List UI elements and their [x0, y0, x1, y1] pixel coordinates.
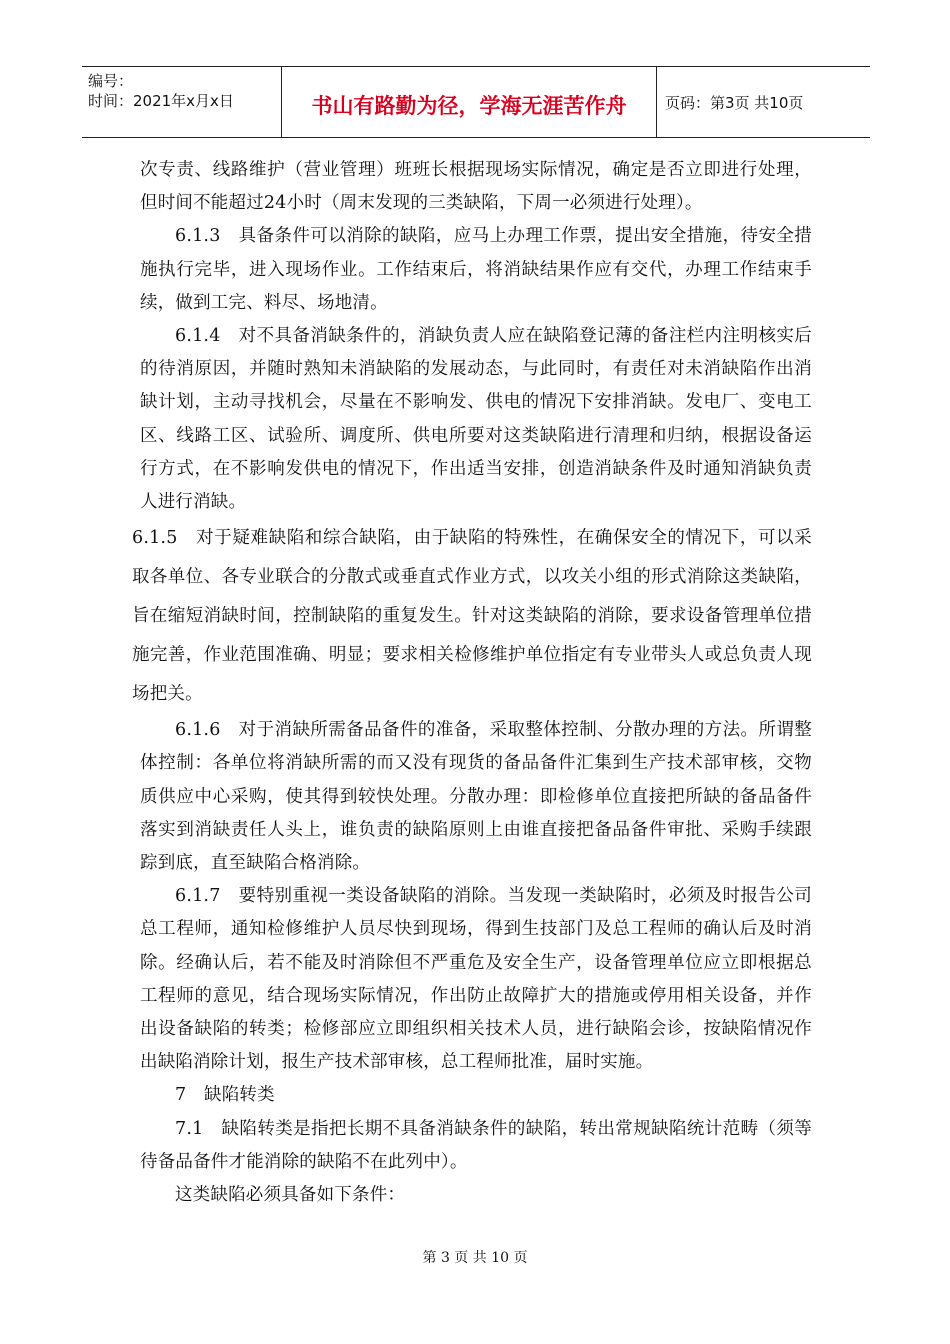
paragraph-6-1-3: 6.1.3 具备条件可以消除的缺陷，应马上办理工作票，提出安全措施，待安全措施执行完毕，进入现场作业。工作结束后，将消缺结果作应有交代，办理工作结束手续，做到工完、料尽、场地清。	[140, 226, 812, 313]
paragraph-6-1-7: 6.1.7 要特别重视一类设备缺陷的消除。当发现一类缺陷时，必须及时报告公司总工程师，通知检修维护人员尽快到现场，得到生技部门及总工程师的确认后及时消除。经确认后，若不能及时消除但不严重危及安全生产，设备管理单位应立即根据总工程师的意见，结合现场实际情况，作出防止故障扩大的措施或停用相关设备，并作出设备缺陷的转类；检修部应立即组织相关技术人员，进行缺陷会诊，按缺陷情况作出缺陷消除计划，报生产技术部审核，总工程师批准，届时实施。	[140, 886, 812, 1073]
page-footer: 第 3 页 共 10 页	[422, 1250, 528, 1266]
header-page-number: 页码：第3页 共10页	[665, 93, 804, 112]
document-date: 时间：2021年x月x日	[88, 92, 234, 110]
document-number: 编号：	[88, 72, 134, 90]
header-motto: 书山有路勤为径，学海无涯苦作舟	[282, 67, 657, 137]
paragraph-6-1-4: 6.1.4 对不具备消缺条件的，消缺负责人应在缺陷登记薄的备注栏内注明核实后的待消原因，并随时熟知未消缺陷的发展动态，与此同时，有责任对未消缺陷作出消缺计划，主动寻找机会，尽量在不影响发、供电的情况下安排消缺。发电厂、变电工区、线路工区、试验所、调度所、供电所要对这类缺陷进行清理和归纳，根据设备运行方式，在不影响发供电的情况下，作出适当安排，创造消缺条件及时通知消缺负责人进行消缺。	[140, 326, 812, 513]
section-heading-7: 7 缺陷转类	[175, 1085, 275, 1106]
paragraph-7-1: 7.1 缺陷转类是指把长期不具备消缺条件的缺陷，转出常规缺陷统计范畴（须等待备品备件才能消除的缺陷不在此列中）。	[140, 1118, 812, 1172]
page-header	[82, 66, 870, 138]
header-meta	[82, 67, 282, 137]
paragraph-6-1-5: 6.1.5 对于疑难缺陷和综合缺陷，由于缺陷的特殊性，在确保安全的情况下，可以采取各单位、各专业联合的分散式或垂直式作业方式，以攻关小组的形式消除这类缺陷，旨在缩短消缺时间，控制缺陷的重复发生。针对这类缺陷的消除，要求设备管理单位措施完善，作业范围准确、明显；要求相关检修维护单位指定有专业带头人或总负责人现场把关。	[132, 528, 812, 705]
paragraph-continuation: 次专责、线路维护（营业管理）班班长根据现场实际情况，确定是否立即进行处理，但时间不能超过24小时（周末发现的三类缺陷，下周一必须进行处理）。	[140, 160, 812, 214]
document-body	[132, 154, 812, 1212]
paragraph-6-1-6: 6.1.6 对于消缺所需备品备件的准备，采取整体控制、分散办理的方法。所谓整体控制：各单位将消缺所需的而又没有现货的备品备件汇集到生产技术部审核，交物质供应中心采购，使其得到较快处理。分散办理：即检修单位直接把所缺的备品备件落实到消缺责任人头上，谁负责的缺陷原则上由谁直接把备品备件审批、采购手续跟踪到底，直至缺陷合格消除。	[140, 720, 812, 874]
paragraph-conditions: 这类缺陷必须具备如下条件：	[175, 1185, 406, 1206]
